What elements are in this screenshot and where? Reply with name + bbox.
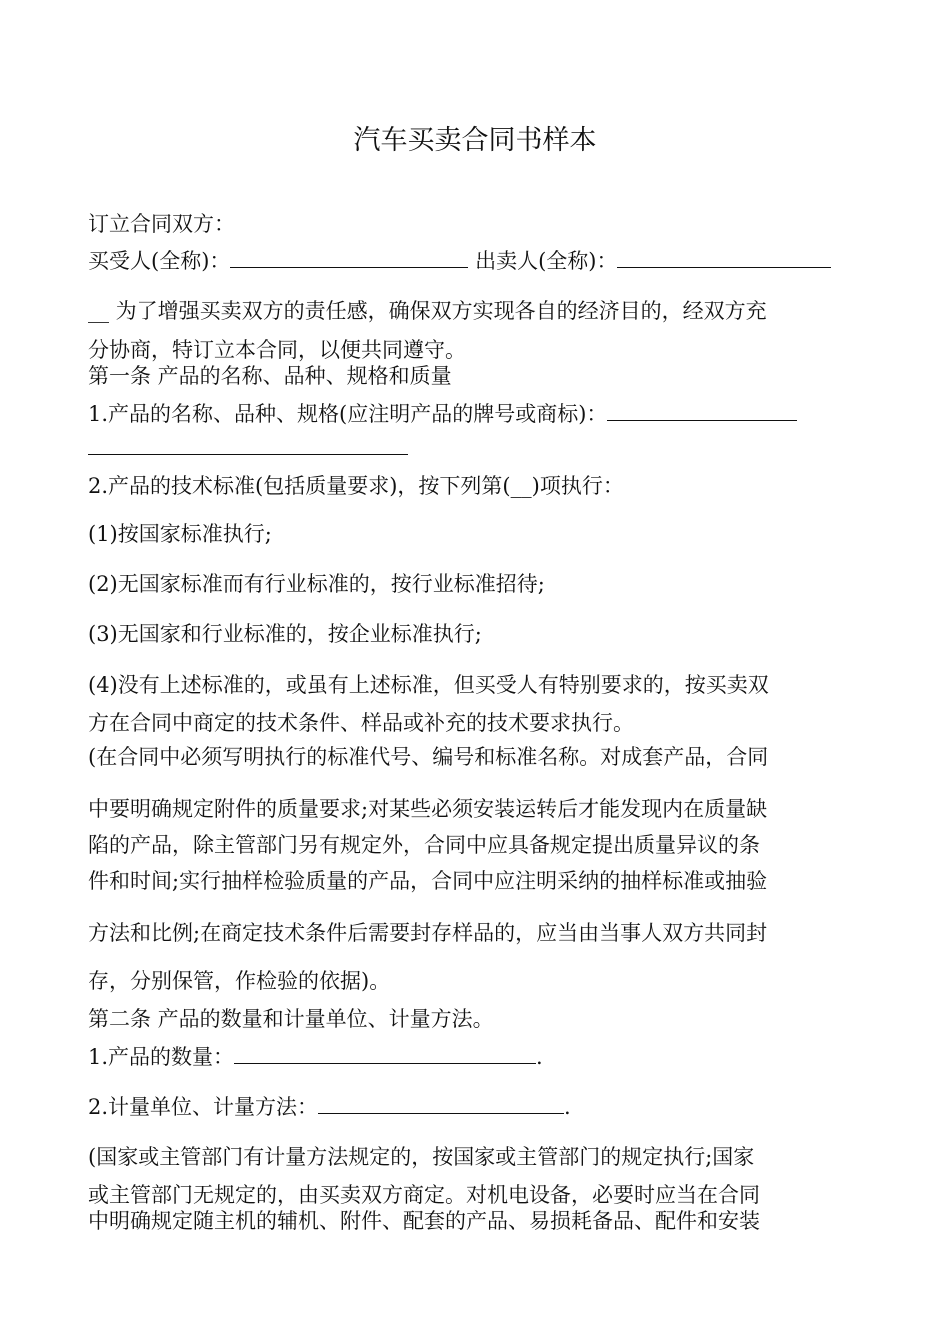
quantity-period: . xyxy=(536,1045,543,1069)
technical-standard-label: 2.产品的技术标准(包括质量要求)，按下列第( xyxy=(88,474,511,498)
product-name-label: 1.产品的名称、品种、规格(应注明产品的牌号或商标)： xyxy=(88,402,608,426)
unit-method-line xyxy=(88,1093,868,1121)
product-name-blank[interactable] xyxy=(607,400,797,421)
article-2-heading: 第二条 产品的数量和计量单位、计量方法。 xyxy=(88,1007,494,1031)
unit-method-blank[interactable] xyxy=(318,1093,564,1114)
product-name-blank-continued[interactable] xyxy=(88,432,408,455)
unit-method-label: 2.计量单位、计量方法： xyxy=(88,1095,319,1119)
quantity-label: 1.产品的数量： xyxy=(88,1045,235,1069)
preamble-text: 为了增强买卖双方的责任感，确保双方实现各自的经济目的，经双方充 xyxy=(109,299,767,323)
standard-option-2: (2)无国家标准而有行业标准的，按行业标准招待; xyxy=(88,572,545,596)
preamble-line xyxy=(88,297,868,325)
measurement-note-3: 中明确规定随主机的辅机、附件、配套的产品、易损耗备品、配件和安装 xyxy=(88,1209,760,1233)
unit-method-period: . xyxy=(564,1095,571,1119)
technical-standard-line xyxy=(88,472,868,500)
parties-heading: 订立合同双方： xyxy=(88,212,235,236)
measurement-note-1: (国家或主管部门有计量方法规定的，按国家或主管部门的规定执行;国家 xyxy=(88,1145,755,1169)
preamble-line-2: 分协商，特订立本合同，以便共同遵守。 xyxy=(88,338,466,362)
standard-note-3: 陷的产品，除主管部门另有规定外，合同中应具备规定提出质量异议的条 xyxy=(88,833,760,857)
quantity-line xyxy=(88,1043,868,1071)
standard-note-6: 存，分别保管，作检验的依据)。 xyxy=(88,969,391,993)
standard-note-4: 件和时间;实行抽样检验质量的产品，合同中应注明采纳的抽样标准或抽验 xyxy=(88,869,768,893)
buyer-label: 买受人(全称)： xyxy=(88,249,231,273)
document-title: 汽车买卖合同书样本 xyxy=(353,125,597,156)
technical-standard-label-end: )项执行： xyxy=(531,474,624,498)
article-1-heading: 第一条 产品的名称、品种、规格和质量 xyxy=(88,364,452,388)
seller-label: 出卖人(全称)： xyxy=(475,249,618,273)
parties-line xyxy=(88,247,868,275)
standard-option-4: (4)没有上述标准的，或虽有上述标准，但买受人有特别要求的，按买卖双 xyxy=(88,673,769,697)
standard-note-1: (在合同中必须写明执行的标准代号、编号和标准名称。对成套产品，合同 xyxy=(88,745,769,769)
standard-option-4-cont: 方在合同中商定的技术条件、样品或补充的技术要求执行。 xyxy=(88,711,634,735)
technical-standard-choice-blank[interactable]: __ xyxy=(510,474,532,498)
standard-note-2: 中要明确规定附件的质量要求;对某些必须安装运转后才能发现内在质量缺 xyxy=(88,797,768,821)
standard-option-3: (3)无国家和行业标准的，按企业标准执行; xyxy=(88,622,482,646)
quantity-blank[interactable] xyxy=(234,1043,536,1064)
product-name-line xyxy=(88,400,868,428)
buyer-name-blank[interactable] xyxy=(230,247,468,268)
preamble-underscore: __ xyxy=(88,299,109,323)
product-name-blank-line xyxy=(88,432,408,455)
standard-note-5: 方法和比例;在商定技术条件后需要封存样品的，应当由当事人双方共同封 xyxy=(88,921,768,945)
standard-option-1: (1)按国家标准执行; xyxy=(88,522,272,546)
seller-name-blank[interactable] xyxy=(617,247,831,268)
measurement-note-2: 或主管部门无规定的，由买卖双方商定。对机电设备，必要时应当在合同 xyxy=(88,1183,760,1207)
